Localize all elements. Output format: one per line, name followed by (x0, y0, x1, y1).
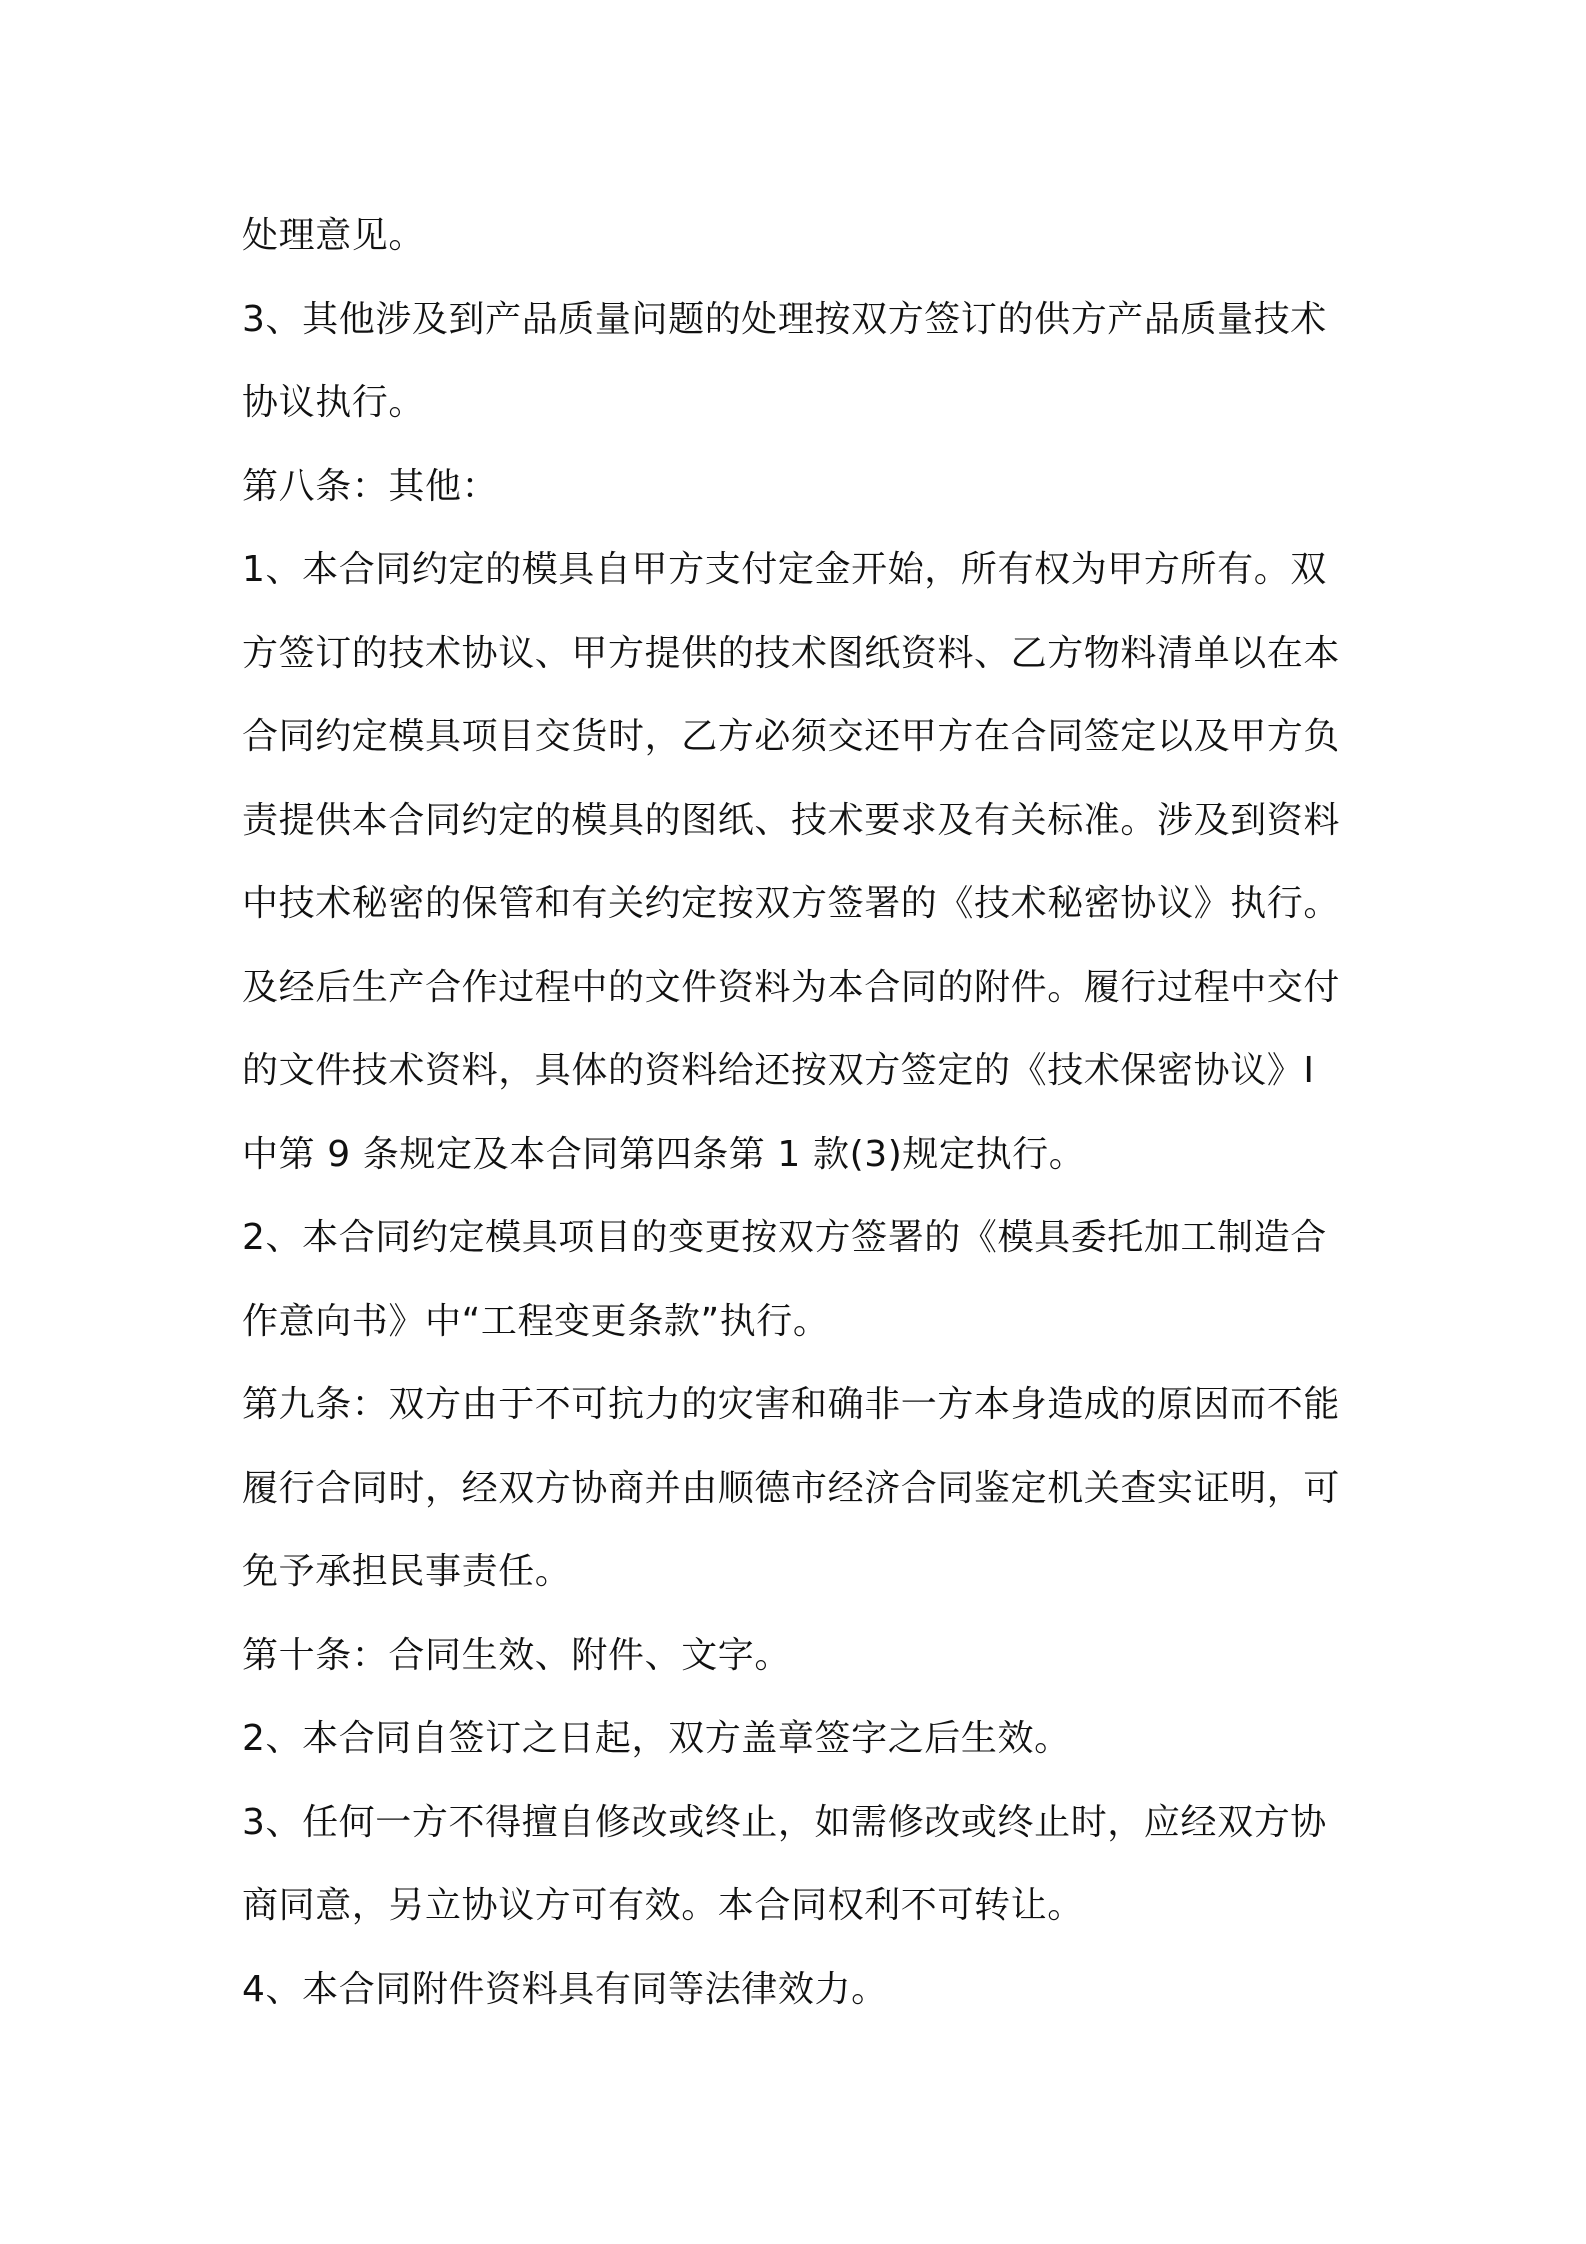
text-line: 及经后生产合作过程中的文件资料为本合同的附件。履行过程中交付 (242, 966, 1341, 1008)
text-line: 中第 9 条规定及本合同第四条第 1 款(3)规定执行。 (242, 1133, 1086, 1175)
text-line: 2、本合同自签订之日起，双方盖章签字之后生效。 (242, 1718, 1071, 1759)
contract-text-body (242, 194, 1362, 2031)
text-line: 2、本合同约定模具项目的变更按双方签署的《模具委托加工制造合 (242, 1217, 1327, 1258)
text-line: 4、本合同附件资料具有同等法律效力。 (242, 1968, 888, 2010)
section-heading-article-8: 第八条：其他： (242, 465, 499, 507)
text-line: 3、其他涉及到产品质量问题的处理按双方签订的供方产品质量技术 (242, 298, 1327, 340)
text-line: 3、任何一方不得擅自修改或终止，如需修改或终止时，应经双方协 (242, 1801, 1327, 1843)
text-line: 免予承担民事责任。 (242, 1551, 572, 1592)
section-heading-article-10: 第十条：合同生效、附件、文字。 (242, 1634, 792, 1676)
section-heading-article-9: 第九条：双方由于不可抗力的灾害和确非一方本身造成的原因而不能 (242, 1384, 1341, 1425)
text-line: 责提供本合同约定的模具的图纸、技术要求及有关标准。涉及到资料 (242, 799, 1341, 841)
text-line: 1、本合同约定的模具自甲方支付定金开始，所有权为甲方所有。双 (242, 549, 1327, 590)
text-line: 处理意见。 (242, 215, 426, 256)
text-line: 商同意，另立协议方可有效。本合同权利不可转让。 (242, 1885, 1084, 1926)
text-line: 合同约定模具项目交货时，乙方必须交还甲方在合同签定以及甲方负 (242, 716, 1341, 757)
text-line: 中技术秘密的保管和有关约定按双方签署的《技术秘密协议》执行。 (242, 883, 1341, 924)
text-line: 作意向书》中“工程变更条款”执行。 (242, 1300, 830, 1342)
text-line: 协议执行。 (242, 382, 426, 423)
text-line: 的文件技术资料，具体的资料给还按双方签定的《技术保密协议》I (242, 1050, 1315, 1091)
text-line: 履行合同时，经双方协商并由顺德市经济合同鉴定机关查实证明，可 (242, 1467, 1341, 1509)
text-line: 方签订的技术协议、甲方提供的技术图纸资料、乙方物料清单以在本 (242, 632, 1341, 674)
